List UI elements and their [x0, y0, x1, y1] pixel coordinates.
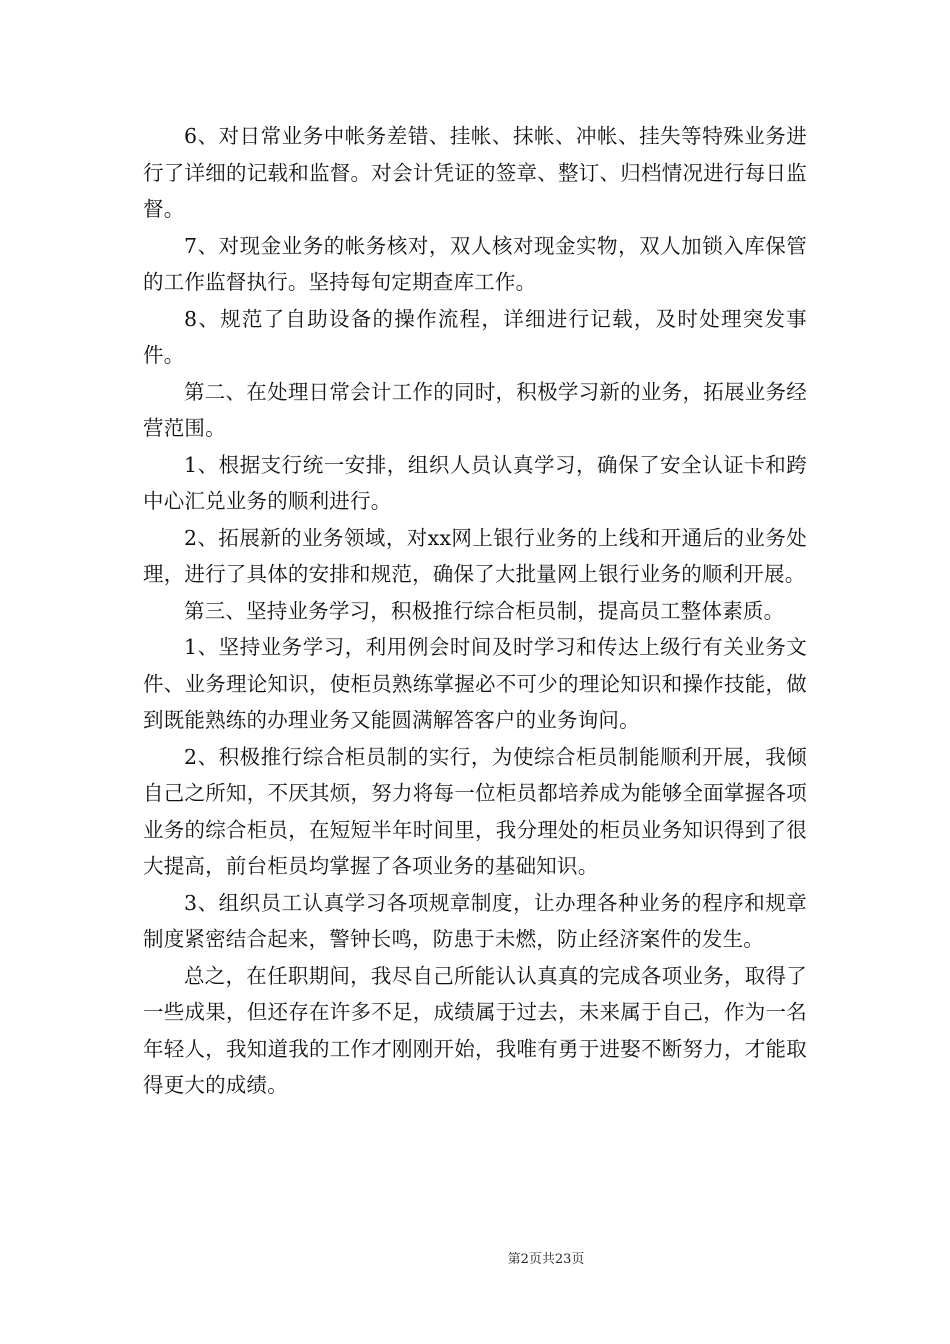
paragraph-item-7: 7、对现金业务的帐务核对，双人核对现金实物，双人加锁入库保管的工作监督执行。坚持每旬定期查库工作。 [143, 233, 807, 294]
paragraph-third-item-1: 1、坚持业务学习，利用例会时间及时学习和传达上级行有关业务文件、业务理论知识，使柜员熟练掌握必不可少的理论知识和操作技能，做到既能熟练的办理业务又能圆满解答客户的业务询问。 [143, 635, 807, 732]
document-body [143, 118, 807, 1104]
paragraph-conclusion: 总之，在任职期间，我尽自己所能认认真真的完成各项业务，取得了一些成果，但还存在许多不足，成绩属于过去，未来属于自己，作为一名年轻人，我知道我的工作才刚刚开始，我唯有勇于进娶不断努力，才能取得更大的成绩。 [143, 963, 807, 1097]
paragraph-third-item-3: 3、组织员工认真学习各项规章制度，让办理各种业务的程序和规章制度紧密结合起来，警钟长鸣，防患于未燃，防止经济案件的发生。 [143, 890, 807, 951]
section-heading-third: 第三、坚持业务学习，积极推行综合柜员制，提高员工整体素质。 [184, 598, 785, 623]
paragraph-third-item-2: 2、积极推行综合柜员制的实行，为使综合柜员制能顺利开展，我倾自己之所知，不厌其烦，努力将每一位柜员都培养成为能够全面掌握各项业务的综合柜员，在短短半年时间里，我分理处的柜员业务知识得到了很大提高，前台柜员均掌握了各项业务的基础知识。 [143, 744, 807, 878]
paragraph-second-item-1: 1、根据支行统一安排，组织人员认真学习，确保了安全认证卡和跨中心汇兑业务的顺利进行。 [143, 452, 807, 513]
paragraph-item-8: 8、规范了自助设备的操作流程，详细进行记载，及时处理突发事件。 [143, 306, 807, 367]
section-heading-second: 第二、在处理日常会计工作的同时，积极学习新的业务，拓展业务经营范围。 [143, 379, 807, 440]
page-number: 第2页共23页 [507, 1252, 585, 1267]
paragraph-item-6: 6、对日常业务中帐务差错、挂帐、抹帐、冲帐、挂失等特殊业务进行了详细的记载和监督。对会计凭证的签章、整订、归档情况进行每日监督。 [143, 124, 807, 221]
paragraph-second-item-2: 2、拓展新的业务领域，对xx网上银行业务的上线和开通后的业务处理，进行了具体的安排和规范，确保了大批量网上银行业务的顺利开展。 [143, 525, 807, 586]
